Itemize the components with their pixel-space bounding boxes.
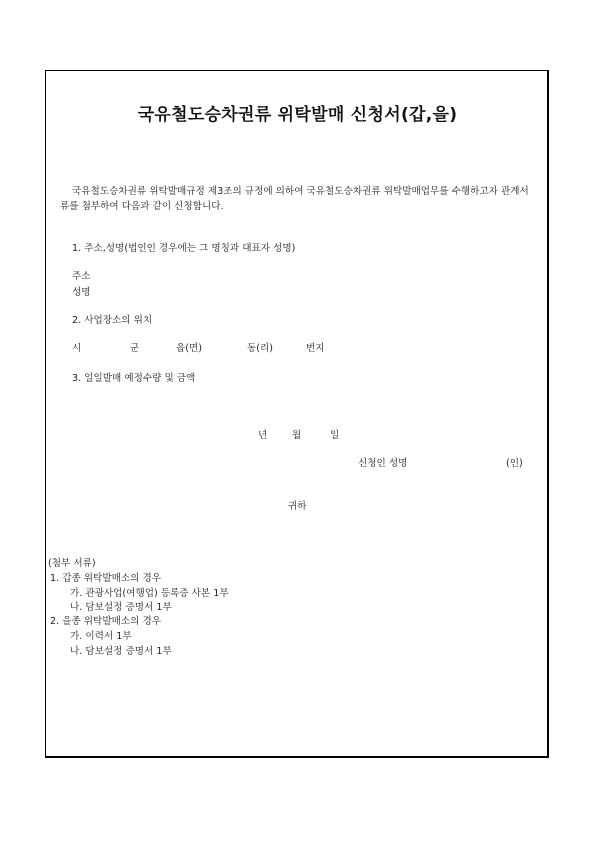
attachment-item: 가. 관광사업(여행업) 등록증 사본 1부 (70, 588, 229, 599)
recipient: 귀하 (288, 501, 307, 512)
location-beonji: 번지 (306, 343, 325, 354)
name-label: 성명 (72, 287, 91, 298)
location-si: 시 (72, 343, 82, 354)
form-title: 국유철도승차권류 위탁발매 신청서(갑,을) (137, 105, 458, 125)
attachment-item: 나. 담보설정 증명서 1부 (70, 646, 172, 657)
attachment-item: 2. 을종 위탁발매소의 경우 (50, 616, 161, 627)
attachment-item: 나. 담보설정 증명서 1부 (70, 602, 172, 613)
date-month: 월 (292, 430, 302, 441)
location-dong: 동(리) (247, 343, 274, 354)
address-label: 주소 (72, 271, 91, 282)
date-year: 년 (258, 430, 268, 441)
section3-heading: 3. 일일발매 예정수량 및 금액 (72, 373, 196, 384)
section2-heading: 2. 사업장소의 위치 (72, 315, 153, 326)
date-day: 일 (330, 430, 340, 441)
section1-heading: 1. 주소,성명(법인인 경우에는 그 명칭과 대표자 성명) (72, 243, 296, 254)
attachments-heading: (첨부 서류) (48, 558, 96, 569)
attachment-item: 1. 갑종 위탁발매소의 경우 (50, 573, 161, 584)
applicant-seal: (인) (506, 458, 523, 469)
intro-paragraph: 국유철도승차권류 위탁발매규정 제3조의 규정에 의하여 국유철도승차권류 위탁발매업무를 수행하고자 관계서류를 첨부하여 다음과 같이 신청합니다. (60, 186, 529, 212)
applicant-label: 신청인 성명 (358, 458, 408, 469)
attachment-item: 가. 이력서 1부 (70, 631, 132, 642)
location-gun: 군 (130, 343, 140, 354)
location-eup: 읍(면) (176, 343, 203, 354)
